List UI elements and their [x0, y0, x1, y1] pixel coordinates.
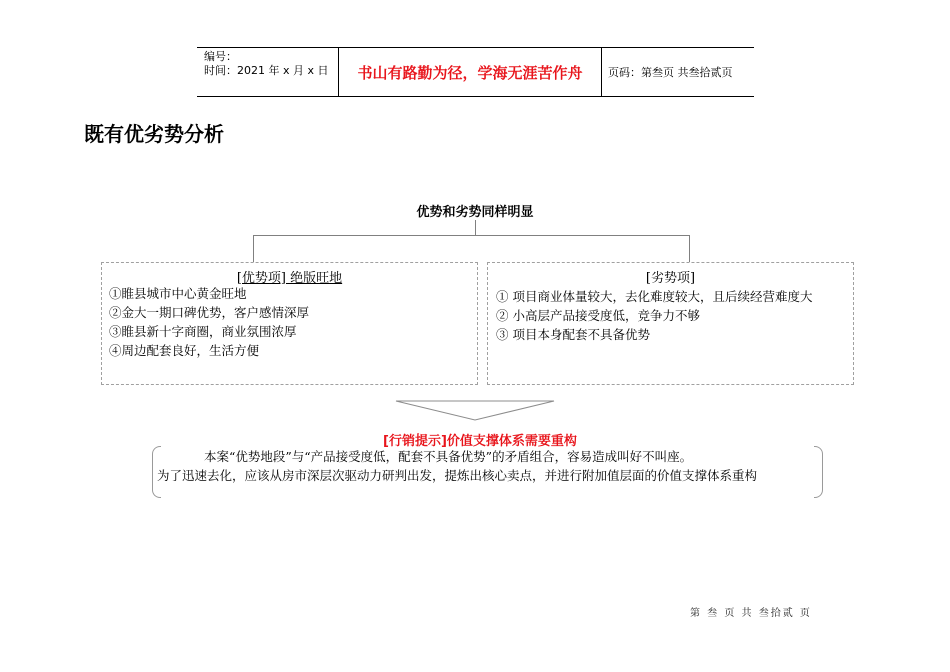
page-title: 既有优劣势分析	[84, 122, 224, 146]
list-item: ③睢县新十字商圈，商业氛围浓厚	[109, 324, 297, 339]
list-item: ①睢县城市中心黄金旺地	[109, 286, 247, 301]
connector-line	[253, 235, 690, 236]
diagram-heading: 优势和劣势同样明显	[416, 205, 534, 220]
page-number-label: 页码：第叁页 共叁拾贰页	[608, 66, 733, 79]
list-item: ④周边配套良好，生活方便	[109, 343, 260, 358]
disadvantages-box	[487, 262, 854, 385]
disadvantages-title: [劣势项]	[645, 271, 696, 286]
list-item: ① 项目商业体量较大，去化难度较大，且后续经营难度大	[496, 289, 813, 304]
date-label: 时间：2021 年 x 月 x 日	[204, 64, 329, 77]
tip-title: [行销提示]价值支撑体系需要重构	[383, 434, 577, 449]
bracket-right	[814, 446, 823, 498]
number-label: 编号：	[204, 50, 237, 63]
list-item: ② 小高层产品接受度低，竞争力不够	[496, 308, 700, 323]
advantages-title: [优势项] 绝版旺地	[236, 271, 343, 286]
header-divider	[601, 47, 602, 97]
page-footer: 第 叁 页 共 叁拾贰 页	[690, 608, 812, 619]
list-item: ③ 项目本身配套不具备优势	[496, 327, 650, 342]
connector-line	[475, 220, 476, 235]
tip-line-1: 本案“优势地段”与“产品接受度低，配套不具备优势”的矛盾组合，容易造成叫好不叫座。	[204, 449, 693, 464]
advantages-box	[101, 262, 478, 385]
connector-line	[689, 235, 690, 262]
disadvantages-list	[496, 287, 812, 344]
down-arrow-icon	[395, 400, 555, 422]
connector-line	[253, 235, 254, 262]
list-item: ②金大一期口碑优势，客户感情深厚	[109, 305, 310, 320]
tip-line-2: 为了迅速去化，应该从房市深层次驱动力研判出发，提炼出核心卖点，并进行附加值层面的价值支撑体系重构	[157, 468, 758, 483]
advantages-list	[109, 284, 309, 360]
header-motto: 书山有路勤为径，学海无涯苦作舟	[357, 63, 583, 82]
